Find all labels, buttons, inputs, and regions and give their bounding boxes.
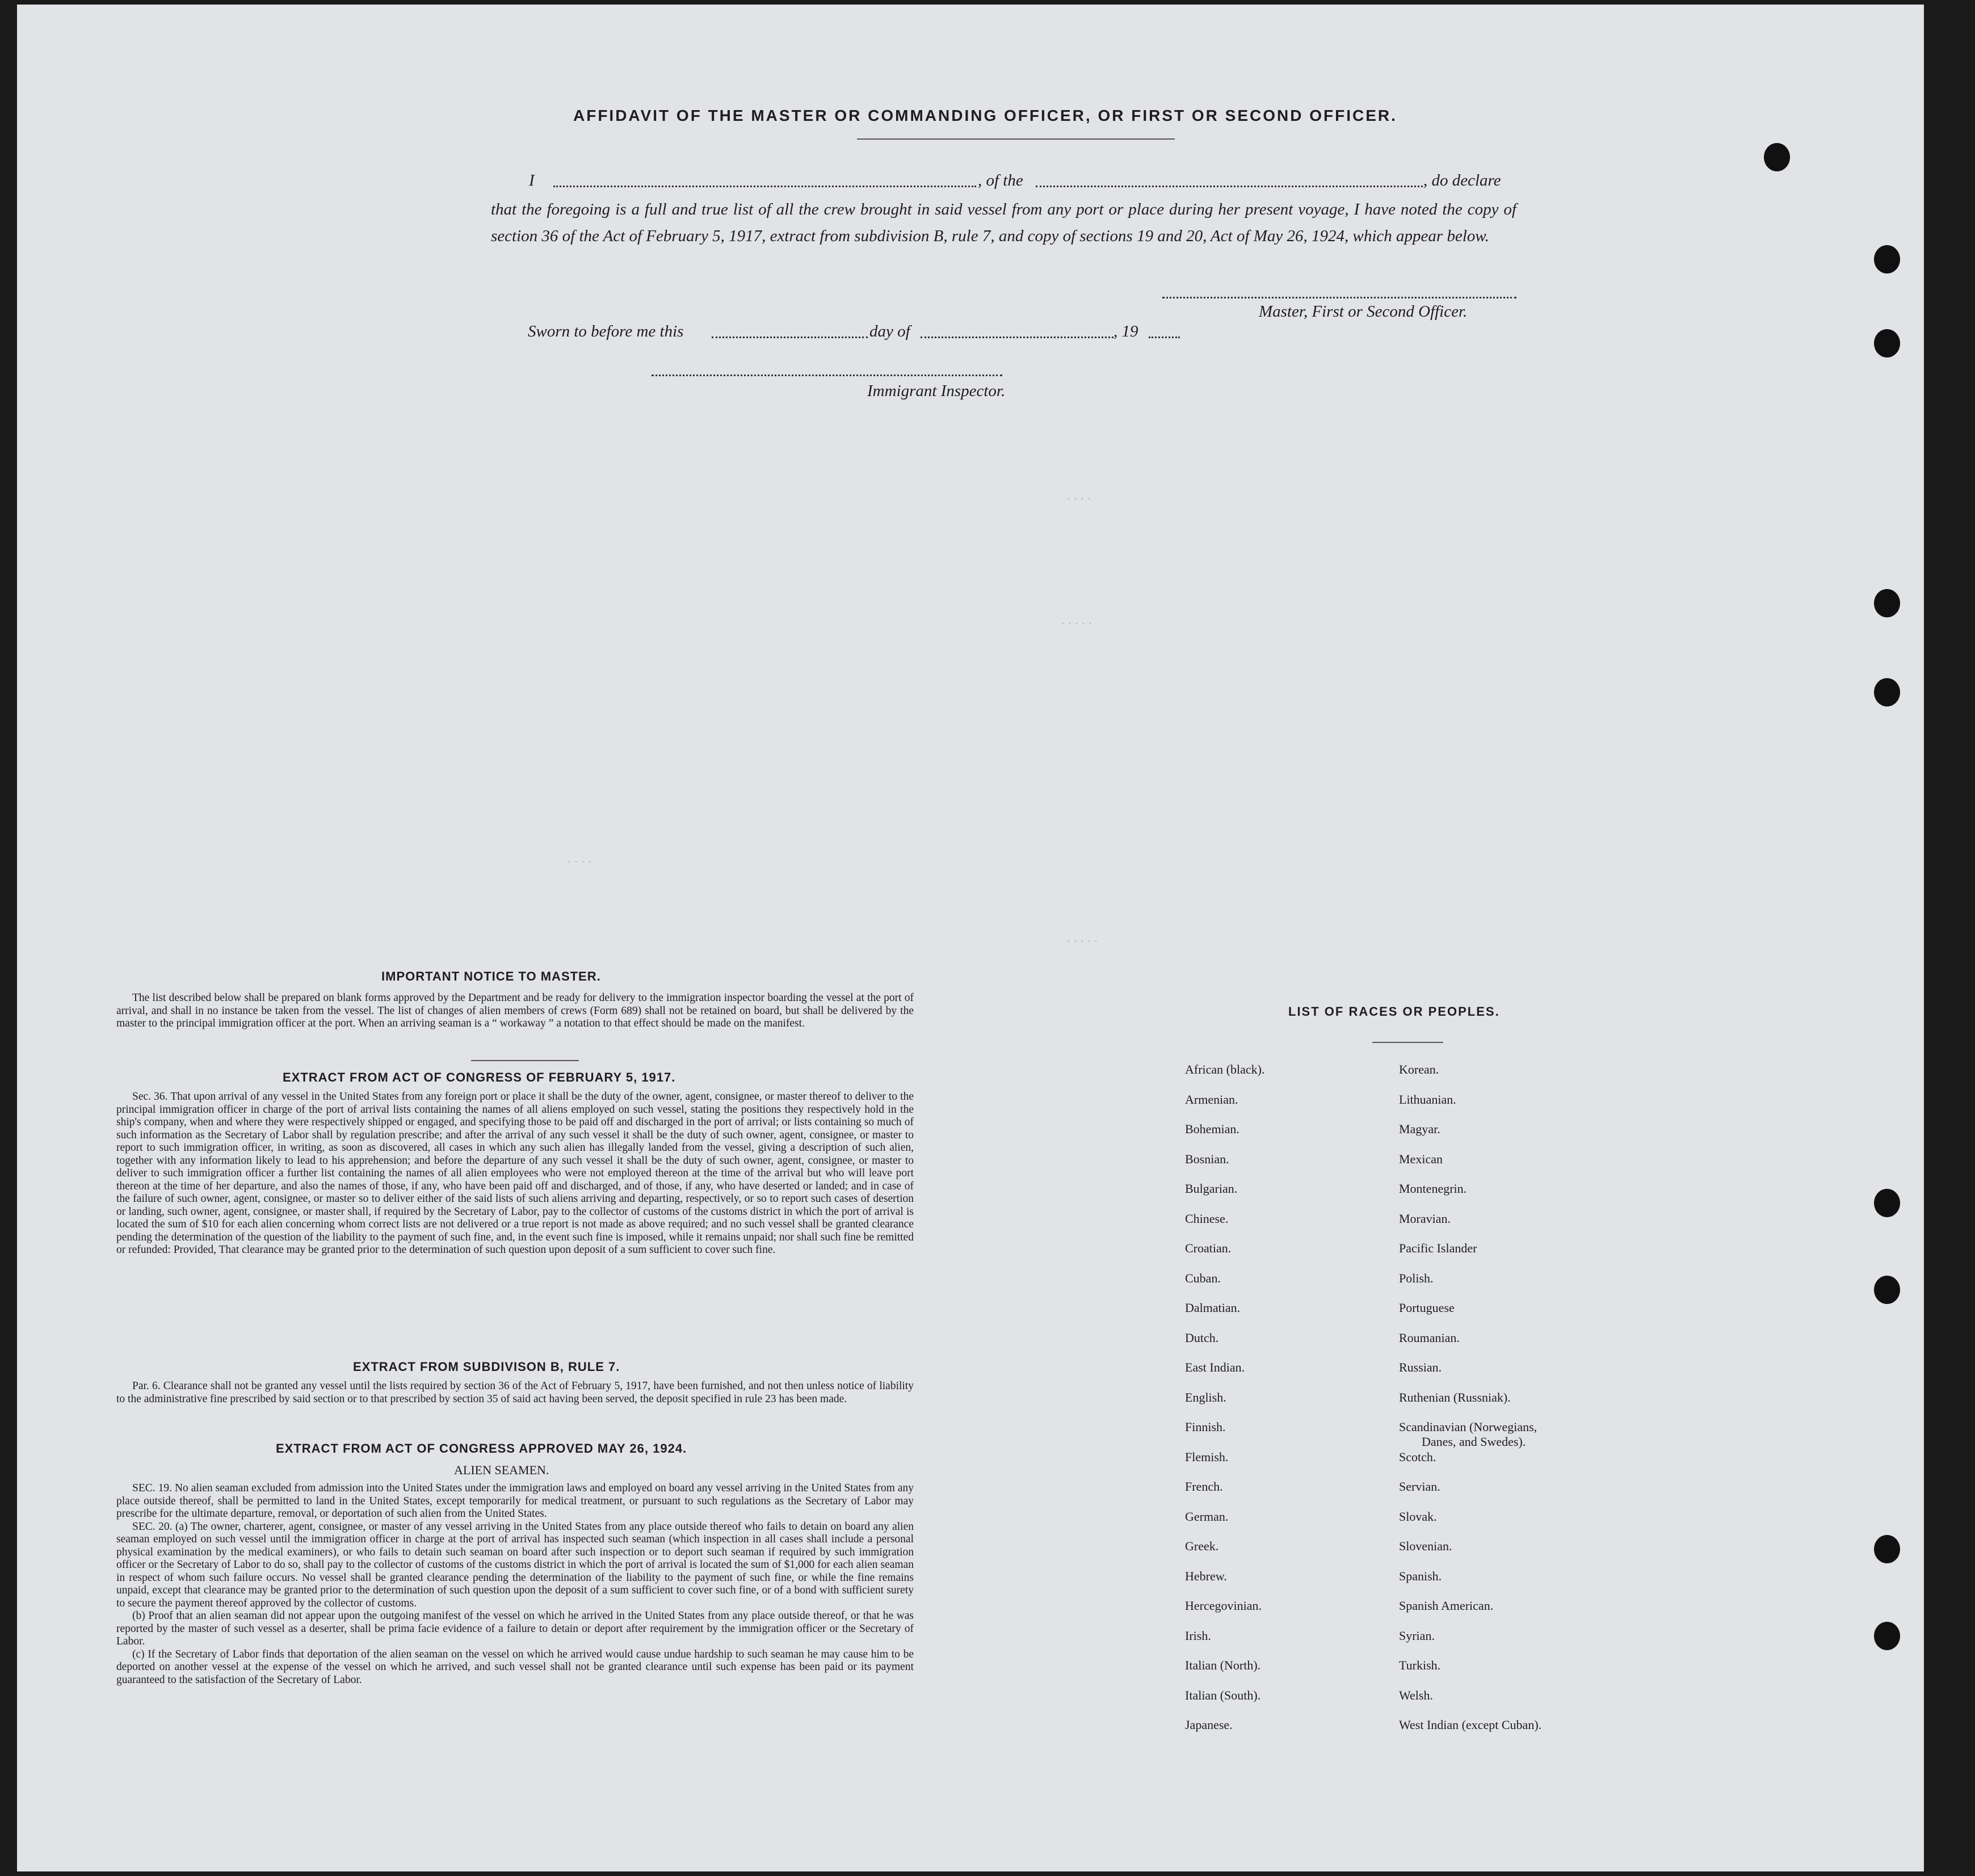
sec20b-paragraph: (b) Proof that an alien seaman did not appear upon the outgoing manifest of the vessel on which he arrived in the United States from any place outside thereof, or that he was reported by the master of such vessel as a deserter, shall be prima facie evidence of a failure to detain or deport after requirement by the immigration officer or the Secretary of Labor. [116, 1610, 914, 1647]
race-item: Dutch. [1185, 1330, 1219, 1345]
notice-text [116, 992, 914, 1030]
sworn-prefix: Sworn to before me this [528, 322, 684, 340]
race-item: Moravian. [1399, 1211, 1451, 1226]
binder-hole [1874, 1535, 1900, 1563]
race-item-scandinavian [1399, 1420, 1541, 1450]
races-divider [1372, 1042, 1443, 1043]
extract-1917-text [116, 1091, 914, 1257]
races-right-column [1399, 1062, 1541, 1748]
race-item: Welsh. [1399, 1688, 1433, 1702]
extract-1924-title: EXTRACT FROM ACT OF CONGRESS APPROVED MAY 26, 1924. [276, 1441, 687, 1456]
binder-hole [1874, 589, 1900, 617]
race-item: Croatian. [1185, 1241, 1232, 1255]
extract-rule7-text [116, 1380, 914, 1406]
race-item: Japanese. [1185, 1718, 1233, 1732]
race-item: African (black). [1185, 1062, 1265, 1076]
sec19-paragraph: SEC. 19. No alien seaman excluded from admission into the United States under the immigration laws and employed on board any vessel arriving in the United States from any place outside thereof, shall be permitted to land in the United States, except temporarily for medical treatment, or pursuant to such regulations as the Secretary of Labor may prescribe for the ultimate departure, removal, or deportation of such alien from the United States. [116, 1482, 914, 1520]
race-item: Magyar. [1399, 1122, 1440, 1136]
bleed-through-mark: . . . . . [1067, 931, 1098, 945]
extract-rule7-title: EXTRACT FROM SUBDIVISON B, RULE 7. [353, 1360, 620, 1374]
notice-divider [471, 1060, 579, 1061]
race-item: Mexican [1399, 1151, 1443, 1166]
race-item: French. [1185, 1479, 1223, 1494]
declaration-do-declare: , do declare [1423, 171, 1501, 190]
race-item: East Indian. [1185, 1360, 1245, 1374]
bleed-through-mark: . . . . [1067, 488, 1091, 503]
race-item: West Indian (except Cuban). [1399, 1718, 1542, 1732]
race-item: Bohemian. [1185, 1122, 1239, 1136]
race-item: Bosnian. [1185, 1151, 1229, 1166]
signature-line [1162, 297, 1516, 298]
race-item: Ruthenian (Russniak). [1399, 1390, 1511, 1404]
binder-hole [1764, 143, 1790, 171]
sworn-day-of: day of [869, 322, 910, 340]
binder-hole [1874, 245, 1900, 274]
race-item: Spanish. [1399, 1568, 1442, 1583]
sworn-year-line [1149, 336, 1180, 338]
race-item: Pacific Islander [1399, 1241, 1477, 1255]
race-item: Montenegrin. [1399, 1181, 1467, 1196]
sworn-year: , 19 [1113, 322, 1138, 340]
race-item: Irish. [1185, 1628, 1211, 1643]
binder-hole [1874, 1622, 1900, 1650]
race-item: Hercegovinian. [1185, 1599, 1262, 1613]
race-item: Dalmatian. [1185, 1301, 1241, 1315]
inspector-label: Immigrant Inspector. [867, 382, 1006, 400]
binder-hole [1874, 1189, 1900, 1217]
binder-hole [1874, 329, 1900, 357]
race-item: Scotch. [1399, 1449, 1436, 1464]
par6-paragraph: Par. 6. Clearance shall not be granted any vessel until the lists required by section 36 of the Act of February 5, 1917, have been furnished, and not then unless notice of liability to the administrative fine prescribed by said section or to that prescribed by section 35 of said act having been served, the deposit specified in rule 23 has been made. [116, 1380, 914, 1405]
title-underline [857, 138, 1175, 140]
race-item: English. [1185, 1390, 1226, 1404]
signature-label: Master, First or Second Officer. [1259, 302, 1468, 321]
bleed-through-mark: . . . . [568, 851, 591, 866]
sworn-month-line [921, 336, 1113, 338]
declaration-i: I [529, 171, 535, 190]
declaration-of-the: , of the [978, 171, 1023, 190]
race-item: Italian (North). [1185, 1658, 1261, 1672]
race-item: Armenian. [1185, 1092, 1238, 1107]
binder-hole [1874, 678, 1900, 706]
notice-title: IMPORTANT NOTICE TO MASTER. [381, 969, 601, 983]
race-item: Polish. [1399, 1271, 1434, 1285]
race-item-line2: Danes, and Swedes). [1422, 1435, 1526, 1449]
race-item: Cuban. [1185, 1271, 1221, 1285]
sworn-day-line [712, 336, 868, 338]
race-item: Spanish American. [1399, 1599, 1494, 1613]
sec20c-paragraph: (c) If the Secretary of Labor finds that deportation of the alien seaman on the vessel on which he arrived would cause undue hardship to such seaman he may cause him to be deported on another vessel at the expense of the vessel on which he arrived, and such vessel shall not be granted clearance until such expense has been paid or its payment guaranteed to the satisfaction of the Secretary of Labor. [116, 1648, 914, 1686]
race-item: Finnish. [1185, 1420, 1226, 1434]
race-item-line1: Scandinavian (Norwegians, [1399, 1420, 1537, 1434]
inspector-signature-line [652, 375, 1002, 376]
extract-1924-text [116, 1482, 914, 1686]
race-item: Roumanian. [1399, 1330, 1460, 1345]
race-item: Slovenian. [1399, 1539, 1452, 1553]
race-item: Hebrew. [1185, 1568, 1227, 1583]
notice-paragraph: The list described below shall be prepared on blank forms approved by the Department and be ready for delivery to the immigration inspector boarding the vessel at the port of arrival, and shall in no instance be taken from the vessel. The list of changes of alien members of crews (Form 689) shall not be retained on board, but shall be delivered by the master to the principal immigration officer at the port. When an arriving seaman is a “ workaway ” a notation to that effect should be made on the manifest. [116, 992, 914, 1029]
sec36-paragraph: Sec. 36. That upon arrival of any vessel in the United States from any foreign port or place it shall be the duty of the owner, agent, consignee, or master thereof to deliver to the principal immigration officer in charge of the port of arrival lists containing the names of all aliens employed on such vessel, stating the positions they respectively hold in the ship's company, when and where they were respectively shipped or engaged, and specifying those to be paid off and discharged in the port of arrival; or lists containing so much of such information as the Secretary of Labor shall by regulation prescribe; and after the arrival of any such vessel it shall be the duty of such owner, agent, consignee, or master to report to such immigration officer, in writing, as soon as discovered, all cases in which any such alien has illegally landed from the vessel, giving a description of such alien, together with any information likely to lead to his apprehension; and before the departure of any such vessel it shall be the duty of such owner, agent, consignee, or master to deliver to such immigration officer a further list containing the names of all alien employees who were not employed thereon at the time of the arrival but who will leave port thereon at the time of her departure, and also the names of those, if any, who have been paid off and discharged, and of those, if any, who have deserted or landed; and in case of the failure of such owner, agent, consignee, or master so to deliver either of the said lists of such aliens arriving and departing, respectively, or so to report such cases of desertion or landing, such owner, agent, consignee, or master shall, if required by the Secretary of Labor, pay to the collector of customs of the customs district in which the port of arrival is located the sum of $10 for each alien concerning whom correct lists are not delivered or a true report is not made as above required; and no such vessel shall be granted clearance pending the determination of the question of the liability to the payment of such fine, and, in the event such fine is imposed, while it remains unpaid; nor shall such fine be remitted or refunded: Provided, That clearance may be granted prior to the determination of such question upon deposit of a sum sufficient to cover such fine. [116, 1091, 914, 1256]
race-item: Flemish. [1185, 1449, 1229, 1464]
race-item: Chinese. [1185, 1211, 1229, 1226]
races-title: LIST OF RACES OR PEOPLES. [1288, 1004, 1500, 1019]
race-item: Turkish. [1399, 1658, 1441, 1672]
race-item: Portuguese [1399, 1301, 1455, 1315]
sec20a-paragraph: SEC. 20. (a) The owner, charterer, agent, consignee, or master of any vessel arriving in the United States from any place outside thereof who fails to detain on board any alien seaman employed on such vessel until the immigration officer in charge at the port of arrival has inspected such seaman (which inspection in all cases shall include a personal physical examination by the medical examiners), or who fails to detain such seaman on board after such inspection or to deport such seaman if required by such immigration officer or the Secretary of Labor to do so, shall pay to the collector of customs of the customs district in which the port of arrival is located the sum of $1,000 for each alien seaman in respect of whom such failure occurs. No vessel shall be granted clearance pending the determination of the liability to the payment of such fine, or while the fine remains unpaid, except that clearance may be granted prior to the determination of such question upon the deposit of a sum sufficient to cover such fine, or of a bond with sufficient surety to secure the payment thereof approved by the collector of customs. [116, 1520, 914, 1609]
races-left-column [1185, 1062, 1264, 1748]
race-item: Italian (South). [1185, 1688, 1261, 1702]
name-blank-line [553, 186, 976, 187]
race-item: Greek. [1185, 1539, 1219, 1553]
race-item: Korean. [1399, 1062, 1439, 1076]
affidavit-title: AFFIDAVIT OF THE MASTER OR COMMANDING OFFICER, OR FIRST OR SECOND OFFICER. [573, 107, 1397, 124]
race-item: Russian. [1399, 1360, 1442, 1374]
race-item: Syrian. [1399, 1628, 1435, 1643]
race-item: Servian. [1399, 1479, 1440, 1494]
race-item: German. [1185, 1509, 1229, 1524]
race-item: Bulgarian. [1185, 1181, 1238, 1196]
bleed-through-mark: . . . . . [1061, 613, 1092, 628]
extract-1917-title: EXTRACT FROM ACT OF CONGRESS OF FEBRUARY 5, 1917. [283, 1070, 676, 1084]
race-item: Lithuanian. [1399, 1092, 1456, 1107]
alien-seamen-subtitle: ALIEN SEAMEN. [454, 1463, 549, 1477]
binder-hole [1874, 1276, 1900, 1304]
vessel-blank-line [1036, 186, 1423, 187]
race-item: Slovak. [1399, 1509, 1437, 1524]
declaration-text: that the foregoing is a full and true list of all the crew brought in said vessel from any port or place during her present voyage, I have noted the copy of section 36 of the Act of February 5, 1917, extract from subdivision B, rule 7, and copy of sections 19 and 20, Act of May 26, 1924, which appear below. [491, 200, 1516, 245]
